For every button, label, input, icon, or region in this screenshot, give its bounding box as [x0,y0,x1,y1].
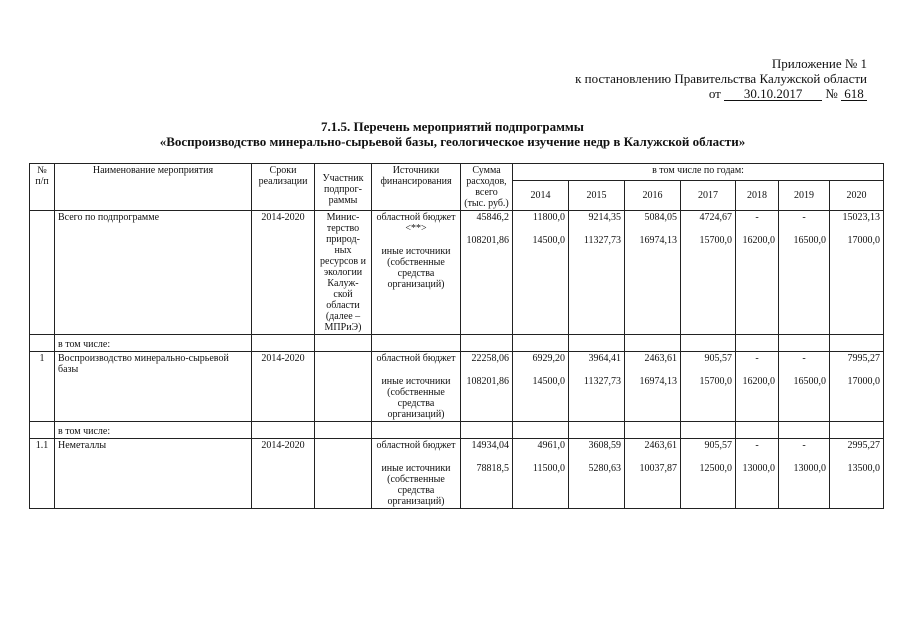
year-amount: 16500,0 [793,376,826,387]
year-cell [830,352,884,422]
year-cell [513,211,569,335]
table-cell [736,335,779,352]
year-amount: 11327,73 [583,235,621,246]
funding-source: областной бюджет [376,353,456,364]
measure-period: 2014-2020 [252,211,315,335]
year-amount: 17000,0 [847,376,881,387]
measure-period: 2014-2020 [252,439,315,509]
appendix-label: Приложение № 1 [771,56,867,71]
table-cell [372,335,461,352]
year-amount: 14500,0 [532,235,565,246]
number-label: № [825,86,838,101]
header-period: Сроки реализации [252,164,315,211]
year-cell [681,352,736,422]
row-number: 1.1 [30,439,55,509]
table-cell [681,422,736,439]
resolution-date: 30.10.2017 [724,87,822,101]
measure-name: Всего по подпрограмме [55,211,252,335]
year-amount: 905,57 [704,353,732,364]
year-cell [779,439,830,509]
header-year: 2015 [569,181,625,211]
year-amount: 15700,0 [699,235,732,246]
header-by-years: в том числе по годам: [513,164,884,181]
table-cell [569,422,625,439]
measure-period: 2014-2020 [252,352,315,422]
year-amount: 11327,73 [583,376,621,387]
year-cell [625,211,681,335]
header-year: 2019 [779,181,830,211]
year-amount: 11800,0 [532,212,565,223]
year-amount: 16974,13 [639,376,677,387]
header-year: 2020 [830,181,884,211]
table-cell [513,335,569,352]
year-amount: 5280,63 [588,463,621,474]
table-cell [252,422,315,439]
header-name: Наименование мероприятия [55,164,252,211]
funding-sources-cell [372,439,461,509]
document-title [0,119,905,149]
header-row [30,164,884,181]
year-amount: - [802,353,806,364]
year-cell [736,352,779,422]
row-number [30,211,55,335]
header-total: Сумма расходов, всего (тыс. руб.) [461,164,513,211]
header-participant: Участник подпрог-раммы [315,164,372,211]
year-amount: 16200,0 [742,235,775,246]
year-amount: 5084,05 [644,212,677,223]
table-row [30,439,884,509]
year-amount: 17000,0 [847,235,881,246]
row-number: 1 [30,352,55,422]
year-cell [736,439,779,509]
funding-source: иные источники (собственные средства организаций) [381,246,451,290]
table-cell [513,422,569,439]
title-line-1: 7.1.5. Перечень мероприятий подпрограммы [321,119,584,134]
year-amount: - [802,440,806,451]
year-amount: 15023,13 [842,212,881,223]
total-amount: 22258,06 [471,353,509,364]
table-cell [830,335,884,352]
funding-sources-cell [372,211,461,335]
header-year: 2014 [513,181,569,211]
year-amount: 13000,0 [742,463,775,474]
table-cell [569,335,625,352]
header-year: 2016 [625,181,681,211]
table-cell [315,422,372,439]
total-amount: 108201,86 [466,376,509,387]
measure-participant [315,439,372,509]
total-amount: 108201,86 [466,235,509,246]
total-cell [461,352,513,422]
year-amount: 9214,35 [588,212,621,223]
table-row [30,352,884,422]
year-cell [779,352,830,422]
funding-sources-cell [372,352,461,422]
total-cell [461,211,513,335]
table-cell [830,422,884,439]
funding-source: областной бюджет [376,440,456,451]
year-cell [625,439,681,509]
year-cell [779,211,830,335]
table-cell [779,422,830,439]
total-amount: 14934,04 [471,440,509,451]
subheader-label: в том числе: [55,335,252,352]
resolution-number: 618 [841,87,867,101]
from-label: от [708,86,721,101]
table-cell [736,422,779,439]
table-cell [625,335,681,352]
year-cell [513,439,569,509]
year-amount: 15700,0 [699,376,732,387]
measure-participant [315,352,372,422]
header-sources: Источники финансирования [372,164,461,211]
year-amount: 12500,0 [699,463,732,474]
year-amount: - [755,212,759,223]
year-amount: 3964,41 [588,353,621,364]
table-cell [30,335,55,352]
year-amount: - [755,440,759,451]
year-amount: - [755,353,759,364]
year-cell [569,352,625,422]
year-cell [830,439,884,509]
year-cell [681,439,736,509]
year-amount: 16200,0 [742,376,775,387]
table-cell [681,335,736,352]
year-amount: 13000,0 [793,463,826,474]
year-amount: 16974,13 [639,235,677,246]
measure-participant: Минис-терство природ-ных ресурсов и экологии Калуж-ской области (далее – МПРиЭ) [315,211,372,335]
year-amount: 10037,87 [639,463,677,474]
year-amount: 2463,61 [644,353,677,364]
table-cell [30,422,55,439]
year-amount: 905,57 [704,440,732,451]
year-cell [569,439,625,509]
funding-source: областной бюджет <**> [376,212,456,234]
total-cell [461,439,513,509]
funding-source: иные источники (собственные средства организаций) [381,463,451,507]
header-num: № п/п [30,164,55,211]
subheader-row [30,422,884,439]
year-amount: 13500,0 [847,463,881,474]
table-cell [372,422,461,439]
year-amount: 2463,61 [644,440,677,451]
year-amount: 2995,27 [847,440,881,451]
measure-name: Воспроизводство минерально-сырьевой базы [55,352,252,422]
year-amount: 6929,20 [532,353,565,364]
table-cell [625,422,681,439]
resolution-label: к постановлению Правительства Калужской области [575,71,867,86]
total-amount: 45846,2 [476,212,509,223]
year-amount: 3608,59 [588,440,621,451]
measures-table [29,163,884,509]
year-cell [569,211,625,335]
measure-name: Неметаллы [55,439,252,509]
year-cell [830,211,884,335]
year-cell [625,352,681,422]
approval-note [575,56,867,101]
table-cell [461,335,513,352]
table-cell [779,335,830,352]
header-year: 2018 [736,181,779,211]
header-year: 2017 [681,181,736,211]
table-cell [315,335,372,352]
year-amount: - [802,212,806,223]
total-amount: 78818,5 [476,463,509,474]
year-cell [681,211,736,335]
year-amount: 4961,0 [537,440,565,451]
year-amount: 7995,27 [847,353,881,364]
year-cell [513,352,569,422]
year-amount: 14500,0 [532,376,565,387]
funding-source: иные источники (собственные средства организаций) [381,376,451,420]
title-line-2: «Воспроизводство минерально-сырьевой базы, геологическое изучение недр в Калужской области» [159,134,746,149]
year-amount: 16500,0 [793,235,826,246]
year-cell [736,211,779,335]
year-amount: 4724,67 [699,212,732,223]
subheader-row [30,335,884,352]
date-number-line [575,86,867,101]
table-cell [252,335,315,352]
year-amount: 11500,0 [532,463,565,474]
table-cell [461,422,513,439]
table-row [30,211,884,335]
subheader-label: в том числе: [55,422,252,439]
